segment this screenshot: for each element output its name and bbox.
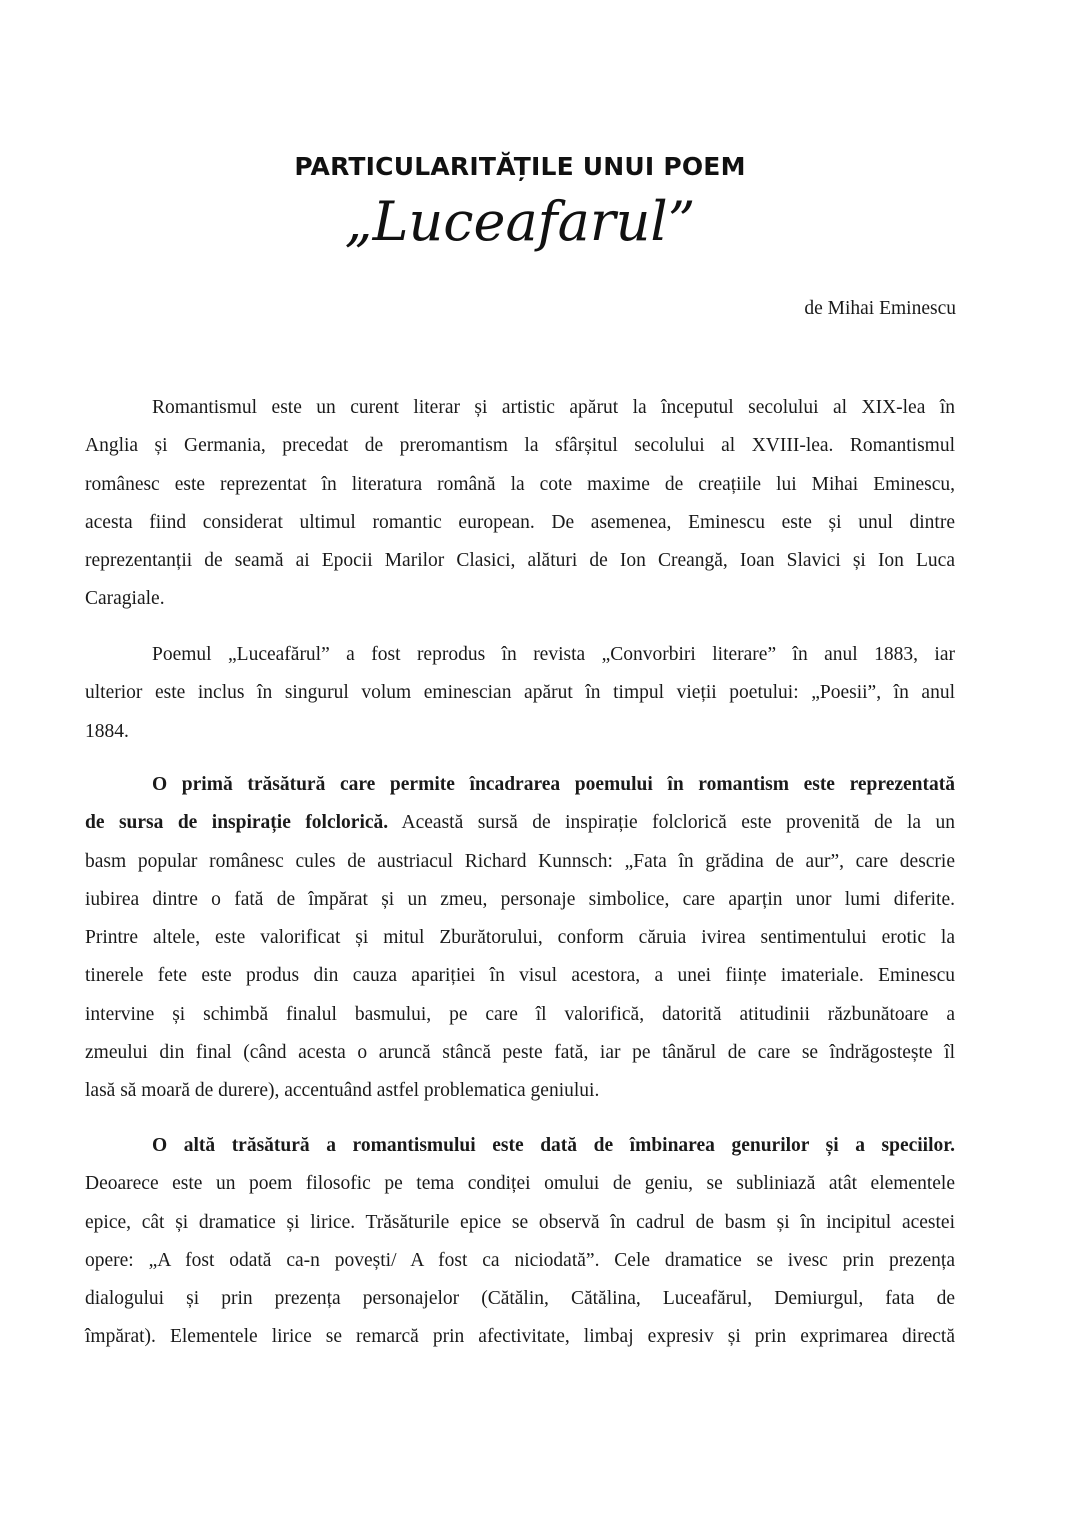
text-line: lasă să moară de durere), accentuând astfel problematica geniului. [85, 1080, 600, 1102]
bold-thesis: O altă trăsătură a romantismului este dată de îmbinarea genurilor și a speciilor. [152, 1135, 955, 1156]
author-line: de Mihai Eminescu [804, 298, 956, 319]
text-line: Deoarece este un poem filosofic pe tema condiței omului de geniu, se subliniază atât elementele [85, 1173, 955, 1195]
text-line: iubirea dintre o fată de împărat și un zmeu, personaje simbolice, care aparțin unor lumi diferite. [85, 888, 955, 910]
paragraph-intro [85, 389, 955, 619]
bold-thesis: de sursa de inspirație folclorică. [85, 812, 389, 834]
text-line: Printre altele, este valorificat și mitul Zburătorului, conform căruia ivirea sentimentului erotic la [85, 927, 955, 949]
text-line: ulterior este inclus în singurul volum eminescian apărut în timpul vieții poetului: „Poesii”, în anul [85, 682, 955, 704]
text-line: zmeului din final (când acesta o aruncă stâncă peste fată, iar pe tânărul de care se îndrăgostește îl [85, 1042, 955, 1064]
paragraph-folk-source [85, 766, 955, 1111]
text-line: opere: „A fost odată ca-n povești/ A fost ca niciodată”. Cele dramatice se ivesc prin prezența [85, 1249, 955, 1271]
text-segment: Această sursă de inspirație folclorică este provenită de la un [388, 812, 955, 834]
text-line: tinerele fete este produs din cauza apariției în visul acestora, a unei ființe imateriale. Eminescu [85, 965, 955, 987]
text-line: 1884. [85, 720, 129, 742]
text-line: reprezentanții de seamă ai Epocii Marilor Clasici, alături de Ion Creangă, Ioan Slavici și Ion Luca [85, 550, 955, 572]
paragraph-genres [85, 1127, 955, 1357]
text-line [85, 804, 955, 842]
paragraph-publication [85, 636, 955, 751]
text-line: acesta fiind considerat ultimul romantic european. De asemenea, Eminescu este și unul dintre [85, 511, 955, 533]
bold-thesis: O primă trăsătură care permite încadrarea poemului în romantism este reprezentată [152, 774, 955, 795]
text-line: împărat). Elementele lirice se remarcă prin afectivitate, limbaj expresiv și prin exprimarea directă [85, 1326, 955, 1348]
text-line: basm popular românesc cules de austriacul Richard Kunnsch: „Fata în grădina de aur”, care descrie [85, 850, 955, 872]
text-line: Poemul „Luceafărul” a fost reprodus în revista „Convorbiri literare” în anul 1883, iar [152, 644, 955, 665]
document-title: PARTICULARITĂȚILE UNUI POEM [294, 152, 746, 181]
text-line: dialogului și prin prezența personajelor (Cătălin, Cătălina, Luceafărul, Demiurgul, fata de [85, 1288, 955, 1310]
text-line [85, 766, 955, 804]
text-line: românesc este reprezentat în literatura română la cote maxime de creațiile lui Mihai Eminescu, [85, 473, 955, 495]
text-line: Caragiale. [85, 588, 165, 610]
text-line: epice, cât și dramatice și lirice. Trăsăturile epice se observă în cadrul de basm și în incipitul acestei [85, 1211, 955, 1233]
text-line: intervine și schimbă finalul basmului, pe care îl valorifică, datorită atitudinii răzbunătoare a [85, 1003, 955, 1025]
poem-title: „Luceafarul” [344, 190, 696, 253]
text-line: Anglia și Germania, precedat de preromantism la sfârșitul secolului al XVIII-lea. Romantismul [85, 435, 955, 457]
text-line: Romantismul este un curent literar și artistic apărut la începutul secolului al XIX-lea în [152, 397, 955, 418]
text-line [85, 1127, 955, 1165]
